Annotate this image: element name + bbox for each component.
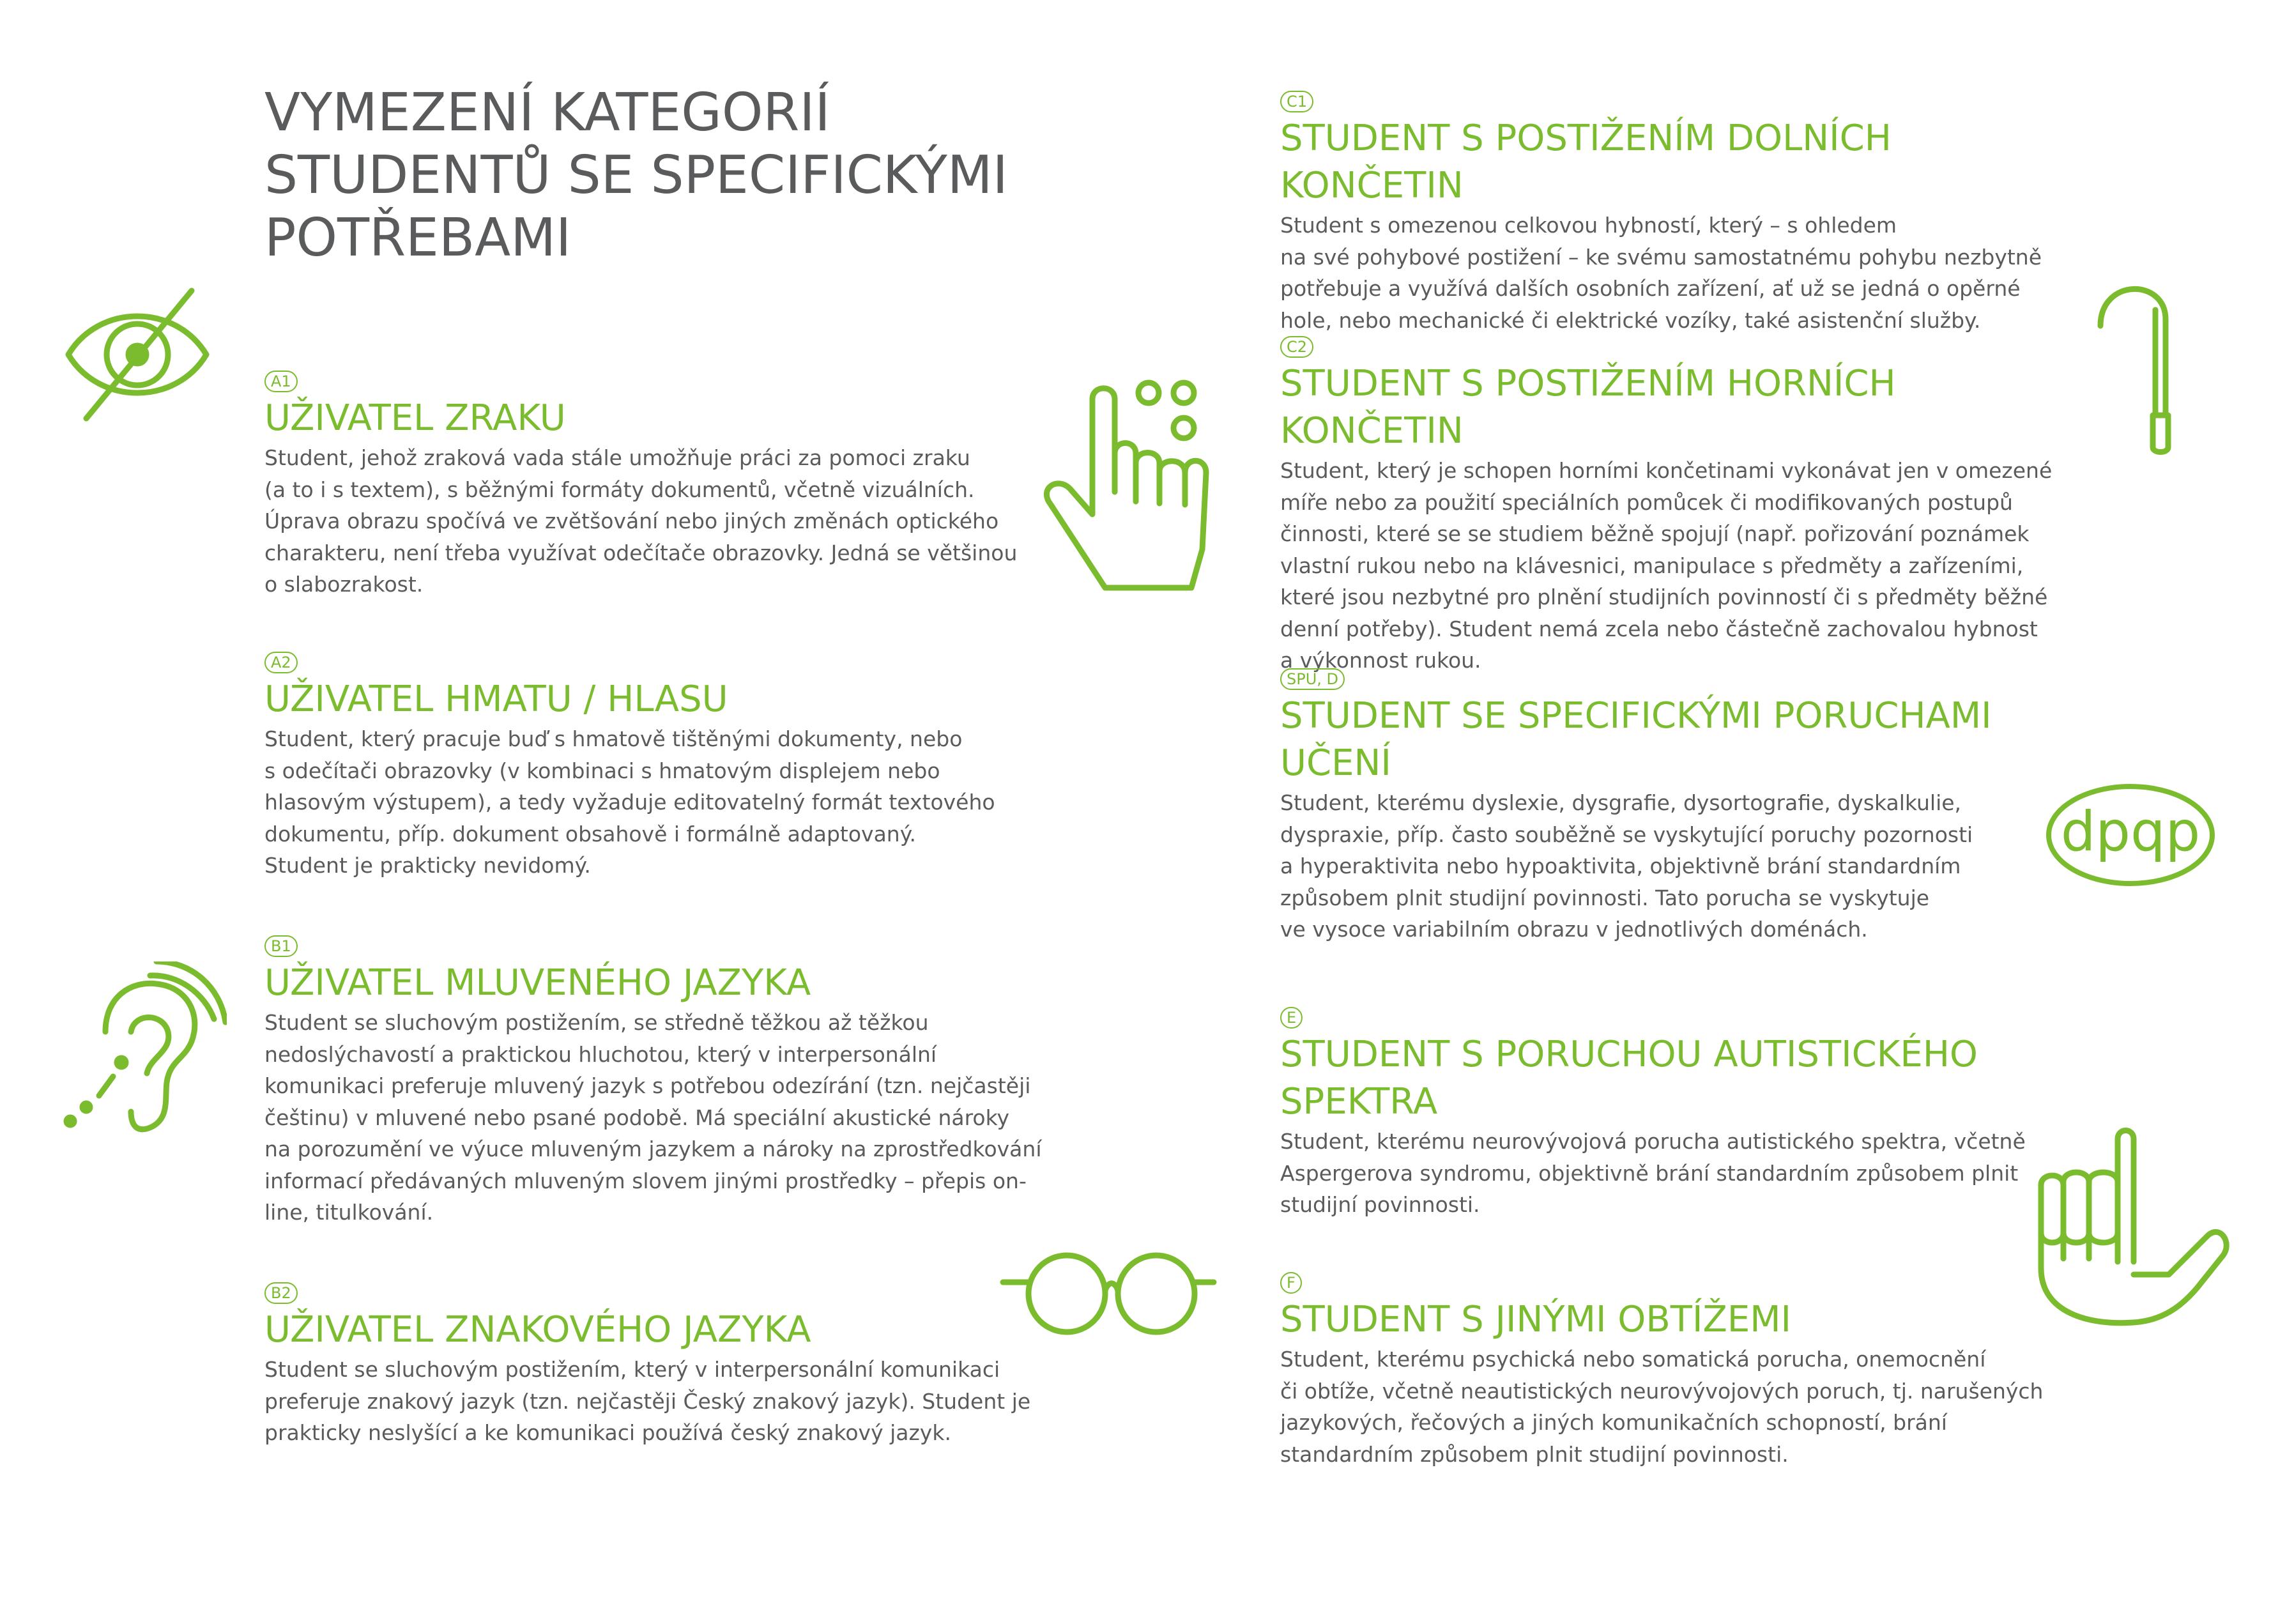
section-description: Student, jehož zraková vada stále umožňuje práci za pomoci zraku (a to i s textem), s běžnými formáty dokumentů, včetně vizuálních. Úprava obrazu spočívá ve zvětšování nebo jiných změnách optického charakteru, není třeba využívat odečítače obrazovky. Jedná se většinou o slabozrakost. xyxy=(264,445,1018,597)
dyslexia-label: dpqp xyxy=(2060,800,2201,864)
section-heading: UŽIVATEL HMATU / HLASU xyxy=(264,678,728,720)
section-b2 xyxy=(264,1282,1057,1449)
section-description: Student, kterému dyslexie, dysgrafie, dysortografie, dyskalkulie, dyspraxie, příp. často souběžně se vyskytující poruchy pozornosti a hyperaktivita nebo hypoaktivita, objektivně brání standardním způsobem plnit studijní povinnosti. Tato porucha se vyskytuje ve vysoce variabilním obrazu v jednotlivých doménách. xyxy=(1280,790,1973,942)
section-a2 xyxy=(264,652,1057,882)
ear-hearing-icon xyxy=(61,961,227,1147)
section-heading: STUDENT S POSTIŽENÍM HORNÍCH KONČETIN xyxy=(1280,363,1896,452)
section-heading: STUDENT S PORUCHOU AUTISTICKÉHO SPEKTRA xyxy=(1280,1034,1978,1122)
section-description: Student se sluchovým postižením, se středně těžkou až těžkou nedoslýchavostí a praktickou hluchotou, který v interpersonální komunikaci preferuje mluvený jazyk s potřebou odezírání (tzn. nejčastěji češtinu) v mluvené nebo psané podobě. Má speciální akustické nároky na porozumění ve výuce mluveným jazykem a nároky na zprostředkování informací předávaných mluveným slovem jinými prostředky – přepis on- line, titulkování. xyxy=(264,1010,1042,1225)
category-badge: B2 xyxy=(264,1282,298,1304)
section-description: Student, kterému neurovývojová porucha autistického spektra, včetně Aspergerova syndromu, objektivně brání standardním způsobem plnit studijní povinnosti. xyxy=(1280,1129,2026,1217)
section-c1 xyxy=(1280,91,2072,336)
category-badge: A1 xyxy=(264,371,298,392)
glasses-icon xyxy=(1000,1249,1217,1338)
section-spu-d xyxy=(1280,668,2072,946)
section-heading: UŽIVATEL MLUVENÉHO JAZYKA xyxy=(264,962,811,1004)
category-badge: B1 xyxy=(264,935,298,957)
page-title-line-2: STUDENTŮ SE SPECIFICKÝMI xyxy=(264,145,1008,206)
page-title-line-1: VYMEZENÍ KATEGORIÍ xyxy=(264,82,830,143)
page-title-line-3: POTŘEBAMI xyxy=(264,208,572,268)
dpqp-dyslexia-icon xyxy=(2044,783,2217,888)
section-c2 xyxy=(1280,336,2072,677)
category-badge: C2 xyxy=(1280,336,1313,358)
section-e xyxy=(1280,1007,2072,1221)
touch-hand-icon xyxy=(1035,377,1233,597)
section-description: Student, kterému psychická nebo somatická porucha, onemocnění či obtíže, včetně neautistických neurovývojových poruch, tj. narušených jazykových, řečových a jiných komunikačních schopností, brání standardním způsobem plnit studijní povinnosti. xyxy=(1280,1347,2044,1467)
page-title xyxy=(264,82,1095,270)
section-heading: STUDENT S POSTIŽENÍM DOLNÍCH KONČETIN xyxy=(1280,118,1892,206)
sign-language-hand-icon xyxy=(2028,1121,2233,1332)
section-f xyxy=(1280,1272,2072,1470)
section-b1 xyxy=(264,935,1057,1229)
category-badge: E xyxy=(1280,1007,1303,1029)
section-heading: UŽIVATEL ZRAKU xyxy=(264,397,566,439)
category-badge: C1 xyxy=(1280,91,1313,112)
walking-cane-icon xyxy=(2089,265,2178,457)
crossed-eye-icon xyxy=(61,284,214,425)
section-description: Student se sluchovým postižením, který v interpersonální komunikaci preferuje znakový jazyk (tzn. nejčastěji Český znakový jazyk). Student je prakticky neslyšící a ke komunikaci používá český znakový jazyk. xyxy=(264,1357,1031,1445)
category-badge: A2 xyxy=(264,652,298,673)
category-badge: SPU, D xyxy=(1280,668,1345,690)
section-heading: STUDENT S JINÝMI OBTÍŽEMI xyxy=(1280,1299,1792,1340)
section-description: Student s omezenou celkovou hybností, který – s ohledem na své pohybové postižení – ke svému samostatnému pohybu nezbytně potřebuje a využívá dalších osobních zařízení, ať už se jedná o opěrné hole, nebo mechanické či elektrické vozíky, také asistenční služby. xyxy=(1280,213,2042,333)
section-description: Student, který pracuje buď s hmatově tištěnými dokumenty, nebo s odečítači obrazovky (v kombinaci s hmatovým displejem nebo hlasovým výstupem), a tedy vyžaduje editovatelný formát textového dokumentu, příp. dokument obsahově i formálně adaptovaný. Student je prakticky nevidomý. xyxy=(264,726,995,878)
section-heading: UŽIVATEL ZNAKOVÉHO JAZYKA xyxy=(264,1309,811,1351)
section-a1 xyxy=(264,371,1057,601)
category-badge: F xyxy=(1280,1272,1302,1294)
section-heading: STUDENT SE SPECIFICKÝMI PORUCHAMI UČENÍ xyxy=(1280,695,1992,784)
section-description: Student, který je schopen horními končetinami vykonávat jen v omezené míře nebo za použití speciálních pomůcek či modifikovaných postupů činnosti, které se se studiem běžně spojují (např. pořizování poznámek vlastní rukou nebo na klávesnici, manipulace s předměty a zařízeními, které jsou nezbytné pro plnění studijních povinností či s předměty běžné denní potřeby). Student nemá zcela nebo částečně zachovalou hybnost a výkonnost rukou. xyxy=(1280,458,2053,673)
